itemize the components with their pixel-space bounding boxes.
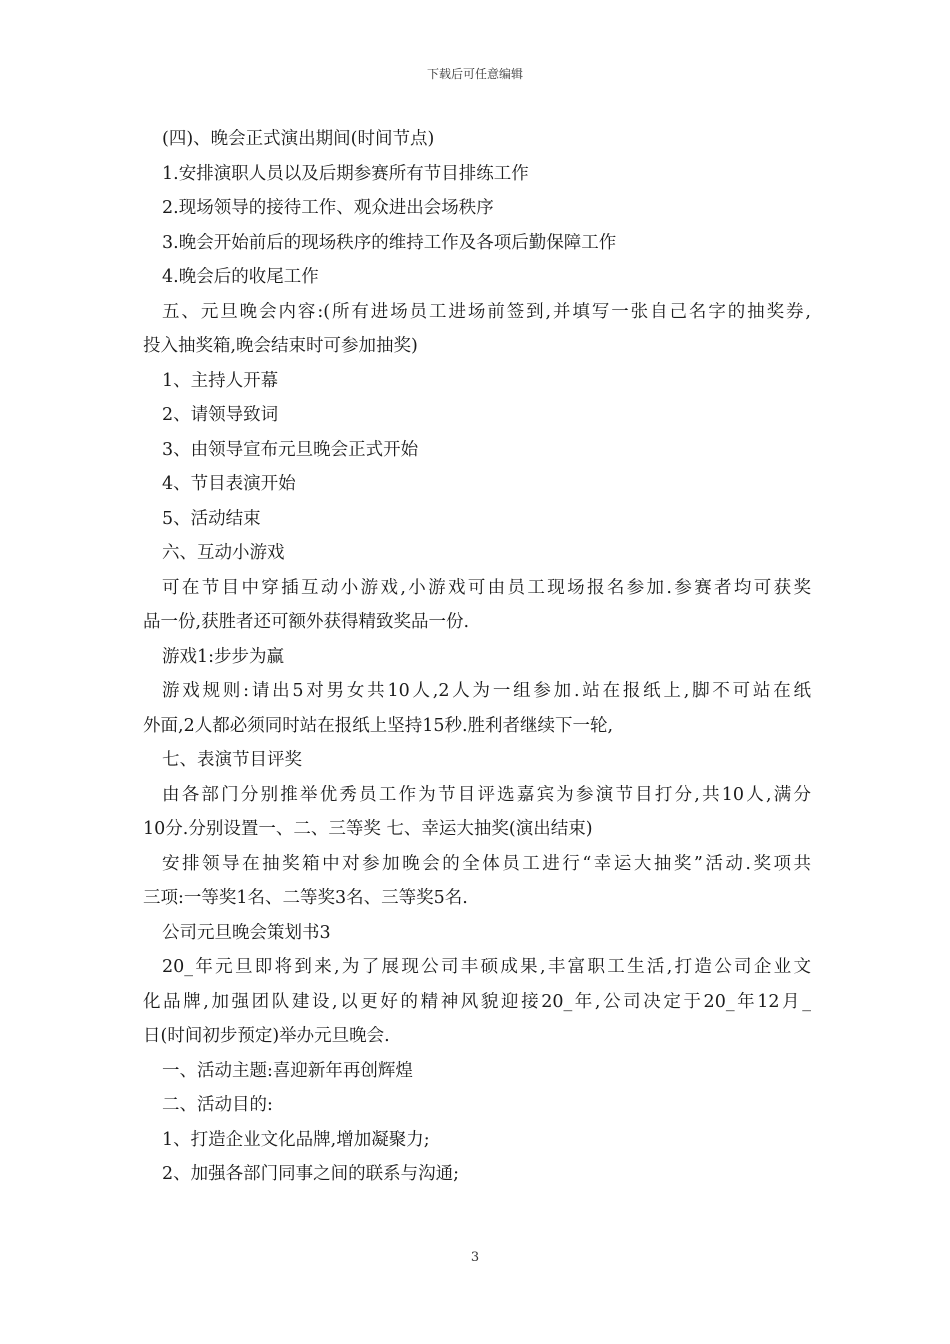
text-line: 3、由领导宣布元旦晚会正式开始 <box>162 439 419 460</box>
text-line: 游戏1:步步为赢 <box>162 646 285 667</box>
text-line: 1、主持人开幕 <box>162 370 279 391</box>
text-line: 五、元旦晚会内容:(所有进场员工进场前签到,并填写一张自己名字的抽奖券, <box>162 301 811 322</box>
text-line: 4、节目表演开始 <box>162 474 296 494</box>
text-line: 安排领导在抽奖箱中对参加晚会的全体员工进行“幸运大抽奖”活动.奖项共 <box>162 853 811 874</box>
text-line: 六、互动小游戏 <box>162 543 285 563</box>
text-line: 20_年元旦即将到来,为了展现公司丰硕成果,丰富职工生活,打造公司企业文 <box>162 957 811 977</box>
text-line: 三项:一等奖1名、二等奖3名、三等奖5名. <box>143 888 468 908</box>
text-line: 2、请领导致词 <box>162 405 279 425</box>
text-line: 10分.分别设置一、二、三等奖 七、幸运大抽奖(演出结束) <box>143 819 593 839</box>
text-line: 2.现场领导的接待工作、观众进出会场秩序 <box>162 198 494 218</box>
text-line: 品一份,获胜者还可额外获得精致奖品一份. <box>143 612 470 632</box>
text-line: 游戏规则:请出5对男女共10人,2人为一组参加.站在报纸上,脚不可站在纸 <box>162 681 811 701</box>
text-line: 5、活动结束 <box>162 508 261 529</box>
text-line: (四)、晚会正式演出期间(时间节点) <box>162 129 435 149</box>
document-body <box>143 122 811 1192</box>
text-line: 1、打造企业文化品牌,增加凝聚力; <box>162 1129 430 1150</box>
text-line: 化品牌,加强团队建设,以更好的精神风貌迎接20_年,公司决定于20_年12月_ <box>143 991 811 1012</box>
text-line: 日(时间初步预定)举办元旦晚会. <box>143 1026 390 1046</box>
page-header: 下载后可任意编辑 <box>426 67 523 81</box>
text-line: 2、加强各部门同事之间的联系与沟通; <box>162 1164 460 1184</box>
text-line: 外面,2人都必须同时站在报纸上坚持15秒.胜利者继续下一轮, <box>143 715 614 736</box>
text-line: 投入抽奖箱,晚会结束时可参加抽奖) <box>143 336 418 356</box>
text-line: 七、表演节目评奖 <box>162 750 302 770</box>
text-line: 可在节目中穿插互动小游戏,小游戏可由员工现场报名参加.参赛者均可获奖 <box>162 577 811 598</box>
text-line: 3.晚会开始前后的现场秩序的维持工作及各项后勤保障工作 <box>162 232 617 253</box>
text-line: 公司元旦晚会策划书3 <box>162 922 331 943</box>
text-line: 一、活动主题:喜迎新年再创辉煌 <box>162 1060 413 1081</box>
text-line: 二、活动目的: <box>162 1095 273 1115</box>
page-number: 3 <box>470 1250 480 1265</box>
text-line: 1.安排演职人员以及后期参赛所有节目排练工作 <box>162 163 529 184</box>
text-line: 4.晚会后的收尾工作 <box>162 267 319 287</box>
text-line: 由各部门分别推举优秀员工作为节目评选嘉宾为参演节目打分,共10人,满分 <box>162 784 811 805</box>
